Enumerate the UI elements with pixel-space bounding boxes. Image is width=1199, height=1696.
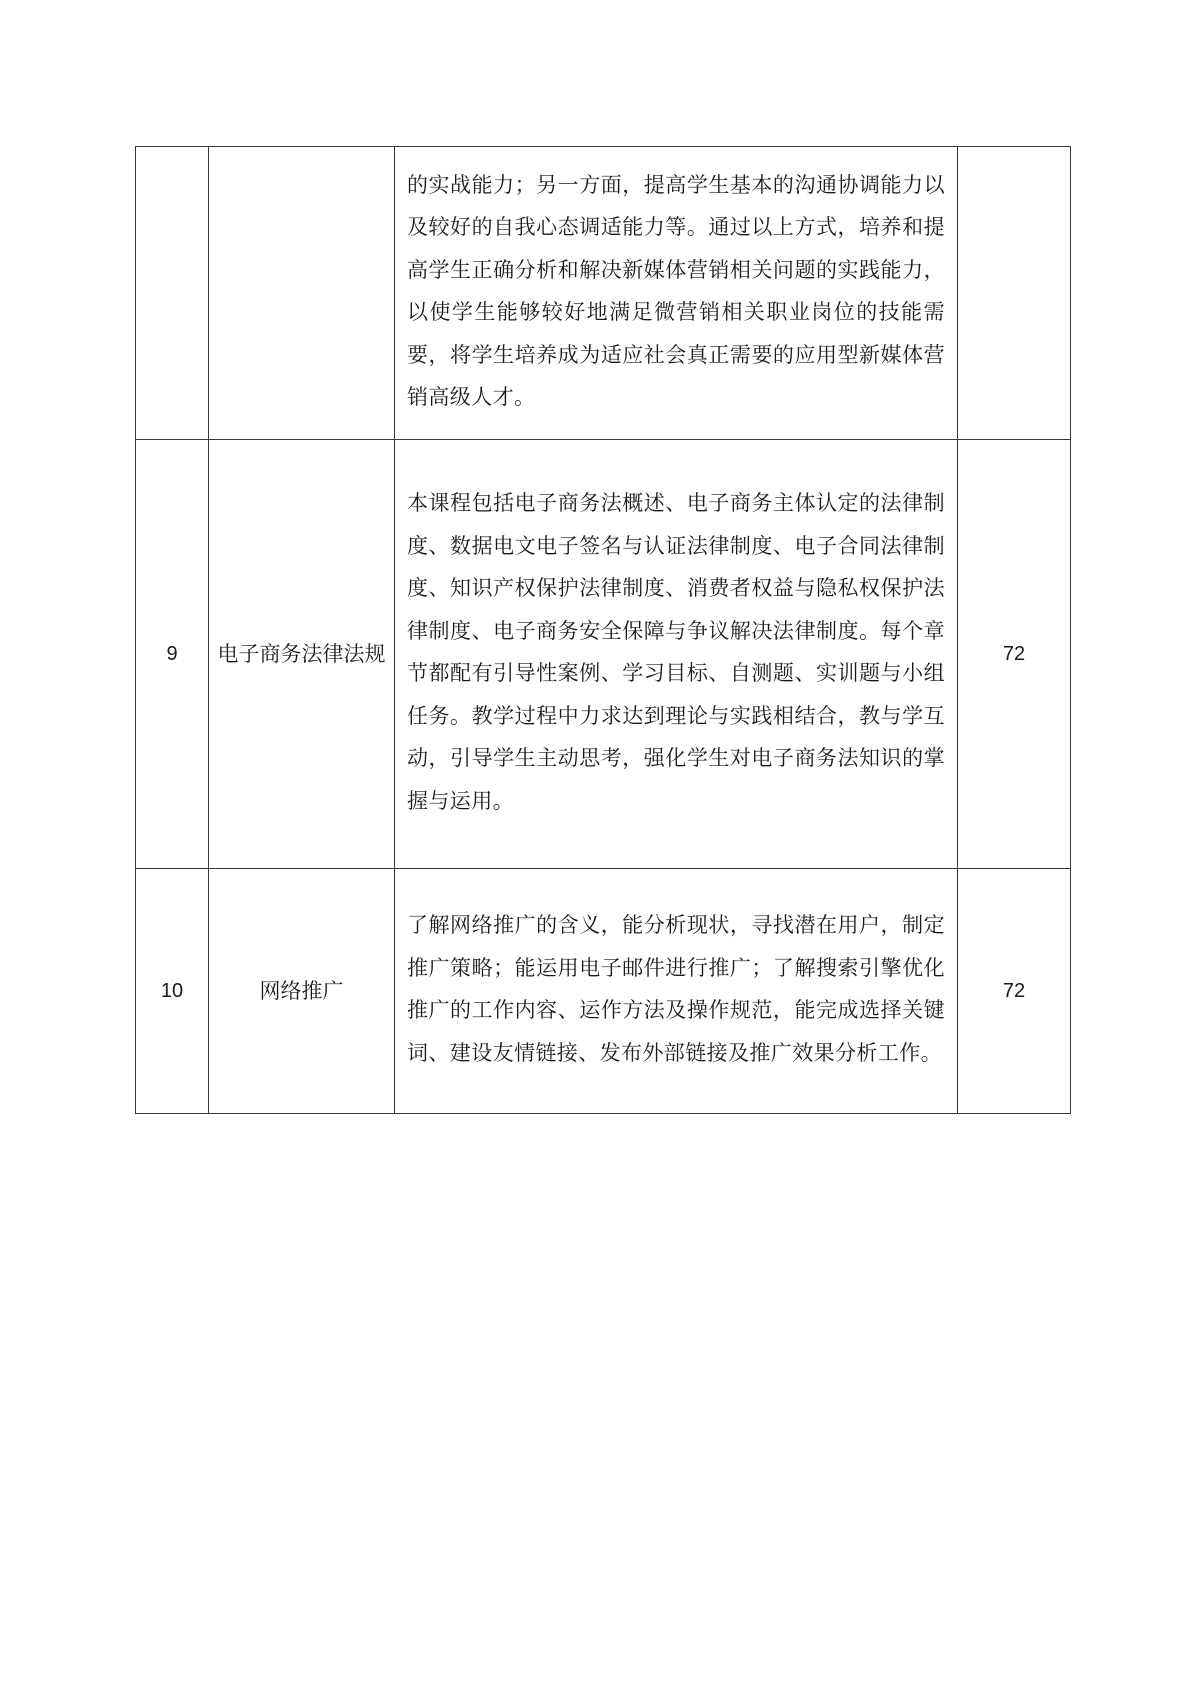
course-hours-cell: 72: [958, 869, 1071, 1114]
course-name-cell: [209, 147, 395, 440]
course-number-cell: 9: [136, 440, 209, 869]
course-hours-cell: [958, 147, 1071, 440]
course-number-cell: 10: [136, 869, 209, 1114]
table-row: [136, 869, 1071, 1114]
table-row: [136, 147, 1071, 440]
course-hours-cell: 72: [958, 440, 1071, 869]
course-description-cell: 了解网络推广的含义，能分析现状，寻找潜在用户，制定推广策略；能运用电子邮件进行推广；了解搜索引擎优化推广的工作内容、运作方法及操作规范，能完成选择关键词、建设友情链接、发布外部链接及推广效果分析工作。: [395, 869, 958, 1114]
course-description-cell: 本课程包括电子商务法概述、电子商务主体认定的法律制度、数据电文电子签名与认证法律制度、电子合同法律制度、知识产权保护法律制度、消费者权益与隐私权保护法律制度、电子商务安全保障与争议解决法律制度。每个章节都配有引导性案例、学习目标、自测题、实训题与小组任务。教学过程中力求达到理论与实践相结合，教与学互动，引导学生主动思考，强化学生对电子商务法知识的掌握与运用。: [395, 440, 958, 869]
course-name-cell: 网络推广: [209, 869, 395, 1114]
course-name-cell: 电子商务法律法规: [209, 440, 395, 869]
table-row: [136, 440, 1071, 869]
course-description-cell: 的实战能力；另一方面，提高学生基本的沟通协调能力以及较好的自我心态调适能力等。通过以上方式，培养和提高学生正确分析和解决新媒体营销相关问题的实践能力，以使学生能够较好地满足微营销相关职业岗位的技能需要，将学生培养成为适应社会真正需要的应用型新媒体营销高级人才。: [395, 147, 958, 440]
course-number-cell: [136, 147, 209, 440]
course-table: [135, 146, 1071, 1114]
